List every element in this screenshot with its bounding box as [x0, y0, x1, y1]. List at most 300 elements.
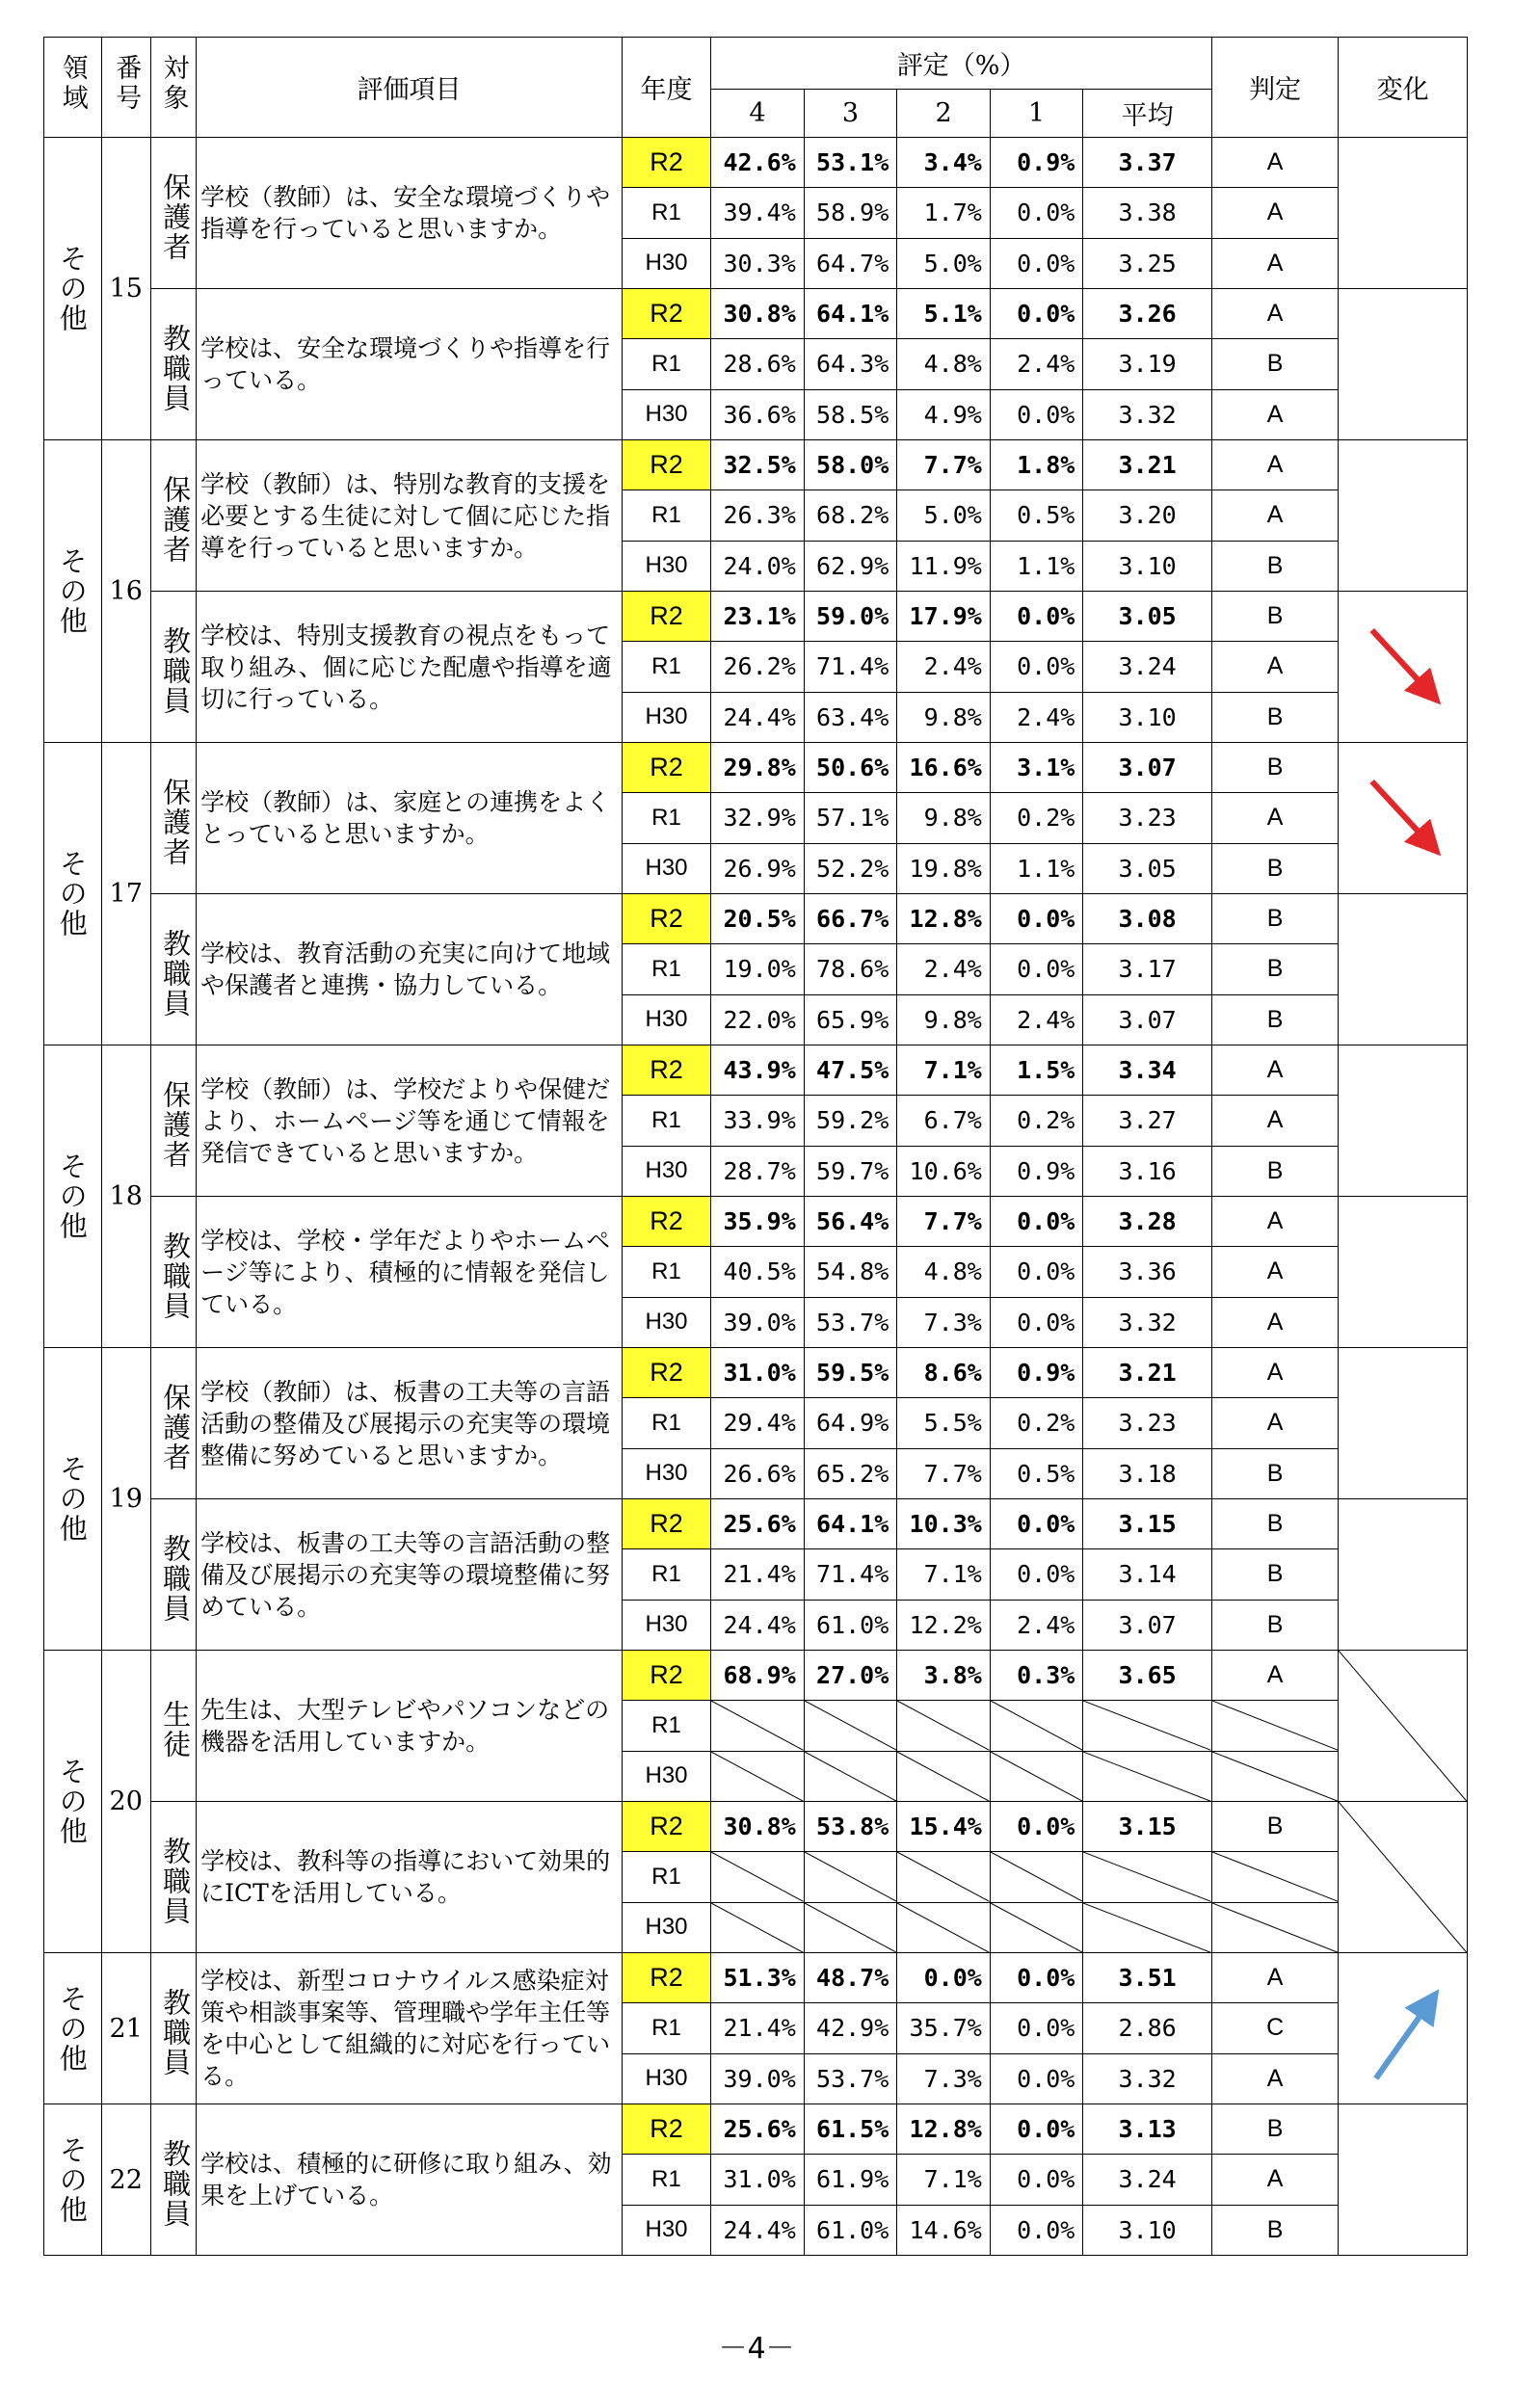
target-label: 保護者	[159, 1382, 193, 1472]
domain-cell	[44, 1348, 102, 1651]
target-label: 教職員	[159, 625, 193, 716]
average-score: 3.24	[1083, 2155, 1212, 2205]
rating-2-percent: 7.1%	[897, 2155, 991, 2205]
target-label: 保護者	[159, 777, 193, 867]
rating-1-percent: 0.0%	[990, 2003, 1083, 2053]
not-applicable-cell	[1211, 1902, 1338, 1952]
domain-cell	[44, 743, 102, 1045]
rating-4-percent: 68.9%	[711, 1651, 805, 1701]
year-cell: R1	[622, 2003, 710, 2053]
average-score: 3.51	[1083, 1953, 1212, 2003]
average-score: 3.16	[1083, 1146, 1212, 1196]
change-cell	[1339, 1499, 1468, 1651]
average-score: 3.14	[1083, 1549, 1212, 1600]
rating-4-percent: 29.4%	[711, 1398, 805, 1448]
rating-2-percent: 17.9%	[897, 592, 991, 642]
not-applicable-cell	[1211, 1852, 1338, 1902]
grade-cell: B	[1211, 2205, 1338, 2255]
rating-4-percent: 28.6%	[711, 339, 805, 389]
not-applicable-slash	[897, 1903, 990, 1952]
target-label: 教職員	[159, 2138, 193, 2229]
average-score: 3.26	[1083, 289, 1212, 339]
grade-cell: A	[1211, 1096, 1338, 1146]
rating-2-percent: 19.8%	[897, 843, 991, 893]
target-cell	[150, 1197, 196, 1348]
not-applicable-cell	[1083, 1751, 1212, 1801]
rating-1-percent: 0.0%	[990, 238, 1083, 288]
rating-2-percent: 4.8%	[897, 1247, 991, 1297]
domain-label: その他	[55, 1151, 89, 1241]
rating-1-percent: 0.0%	[990, 592, 1083, 642]
average-score: 3.27	[1083, 1096, 1212, 1146]
rating-3-percent: 50.6%	[804, 743, 897, 793]
not-applicable-cell	[711, 1751, 805, 1801]
rating-4-percent: 43.9%	[711, 1045, 805, 1096]
rating-2-percent: 5.5%	[897, 1398, 991, 1448]
year-cell: H30	[622, 843, 710, 893]
year-cell: H30	[622, 389, 710, 439]
rating-1-percent: 0.2%	[990, 793, 1083, 843]
evaluation-item-text: 学校は、積極的に研修に取り組み、効果を上げている。	[197, 2104, 623, 2256]
rating-2-percent: 9.8%	[897, 793, 991, 843]
not-applicable-slash-icon	[1339, 1651, 1467, 1801]
rating-4-percent: 30.3%	[711, 238, 805, 288]
rating-3-percent: 53.7%	[804, 1297, 897, 1347]
evaluation-item-text: 学校は、安全な環境づくりや指導を行っている。	[197, 289, 623, 440]
not-applicable-slash	[1083, 1852, 1211, 1901]
domain-label: その他	[55, 2134, 89, 2225]
not-applicable-cell	[1083, 1852, 1212, 1902]
table-row	[44, 1197, 1468, 1247]
rating-2-percent: 5.0%	[897, 490, 991, 541]
year-cell: R2	[622, 2104, 710, 2155]
evaluation-item-text: 学校（教師）は、板書の工夫等の言語活動の整備及び展掲示の充実等の環境整備に努めていると思いますか。	[197, 1348, 623, 1499]
not-applicable-slash	[897, 1852, 990, 1901]
year-cell: H30	[622, 2205, 710, 2255]
not-applicable-slash	[1212, 1701, 1338, 1750]
average-score: 3.15	[1083, 1802, 1212, 1852]
not-applicable-slash	[711, 1752, 804, 1801]
evaluation-item-text: 学校（教師）は、家庭との連携をよくとっていると思いますか。	[197, 743, 623, 894]
domain-label: その他	[55, 1757, 89, 1846]
rating-2-percent: 9.8%	[897, 994, 991, 1045]
rating-1-percent: 0.0%	[990, 2205, 1083, 2255]
rating-1-percent: 0.5%	[990, 1448, 1083, 1498]
rating-2-percent: 3.4%	[897, 138, 991, 188]
average-score: 3.07	[1083, 1600, 1212, 1650]
page-number: －4－	[718, 2332, 795, 2366]
domain-label: その他	[55, 244, 89, 333]
domain-cell	[44, 1045, 102, 1348]
rating-3-percent: 61.0%	[804, 2205, 897, 2255]
rating-2-percent: 12.8%	[897, 894, 991, 944]
decrease-arrow-icon	[1339, 743, 1467, 893]
not-applicable-slash	[991, 1701, 1083, 1750]
rating-2-percent: 14.6%	[897, 2205, 991, 2255]
evaluation-body	[44, 138, 1468, 2256]
target-cell	[150, 2104, 196, 2256]
average-score: 3.65	[1083, 1651, 1212, 1701]
target-cell	[150, 1499, 196, 1651]
not-applicable-cell	[804, 1902, 897, 1952]
grade-cell: A	[1211, 793, 1338, 843]
rating-3-percent: 64.9%	[804, 1398, 897, 1448]
rating-3-percent: 54.8%	[804, 1247, 897, 1297]
change-cell	[1339, 440, 1468, 592]
rating-1-percent: 0.0%	[990, 642, 1083, 692]
grade-cell: B	[1211, 944, 1338, 994]
average-score: 3.21	[1083, 440, 1212, 490]
change-cell	[1339, 1197, 1468, 1348]
header-rating-4: 4	[711, 90, 805, 138]
not-applicable-slash	[1212, 1852, 1338, 1901]
target-label: 保護者	[159, 172, 193, 262]
rating-1-percent: 3.1%	[990, 743, 1083, 793]
evaluation-item-text: 学校は、新型コロナウイルス感染症対策や相談事案等、管理職や学年主任等を中心として組織的に対応を行っている。	[197, 1953, 623, 2104]
rating-4-percent: 40.5%	[711, 1247, 805, 1297]
grade-cell: B	[1211, 1600, 1338, 1650]
rating-3-percent: 59.0%	[804, 592, 897, 642]
rating-2-percent: 7.7%	[897, 1448, 991, 1498]
rating-3-percent: 42.9%	[804, 2003, 897, 2053]
change-cell	[1339, 2104, 1468, 2256]
increase-arrow-icon	[1339, 1953, 1467, 2104]
rating-2-percent: 16.6%	[897, 743, 991, 793]
rating-3-percent: 59.5%	[804, 1348, 897, 1398]
rating-1-percent: 0.9%	[990, 1348, 1083, 1398]
rating-1-percent: 0.0%	[990, 1802, 1083, 1852]
header-average: 平均	[1083, 90, 1212, 138]
rating-4-percent: 19.0%	[711, 944, 805, 994]
rating-2-percent: 5.0%	[897, 238, 991, 288]
year-cell: R2	[622, 1045, 710, 1096]
average-score: 3.36	[1083, 1247, 1212, 1297]
rating-3-percent: 48.7%	[804, 1953, 897, 2003]
average-score: 3.32	[1083, 389, 1212, 439]
grade-cell: B	[1211, 743, 1338, 793]
rating-2-percent: 4.9%	[897, 389, 991, 439]
domain-label: その他	[55, 849, 89, 939]
target-cell	[150, 1651, 196, 1802]
target-label: 教職員	[159, 1836, 193, 1926]
rating-1-percent: 0.0%	[990, 1297, 1083, 1347]
rating-2-percent: 7.7%	[897, 440, 991, 490]
header-rating-2: 2	[897, 90, 991, 138]
average-score: 3.17	[1083, 944, 1212, 994]
grade-cell: B	[1211, 894, 1338, 944]
target-label: 教職員	[159, 1533, 193, 1624]
table-row	[44, 1348, 1468, 1398]
year-cell: R1	[622, 1549, 710, 1600]
year-cell: R1	[622, 1096, 710, 1146]
change-cell	[1339, 1802, 1468, 1953]
grade-cell: A	[1211, 1247, 1338, 1297]
year-cell: H30	[622, 994, 710, 1045]
rating-2-percent: 1.7%	[897, 188, 991, 238]
rating-2-percent: 12.8%	[897, 2104, 991, 2155]
rating-4-percent: 42.6%	[711, 138, 805, 188]
rating-1-percent: 0.3%	[990, 1651, 1083, 1701]
not-applicable-cell	[804, 1751, 897, 1801]
average-score: 3.10	[1083, 2205, 1212, 2255]
not-applicable-cell	[804, 1852, 897, 1902]
rating-3-percent: 47.5%	[804, 1045, 897, 1096]
rating-4-percent: 20.5%	[711, 894, 805, 944]
not-applicable-slash	[991, 1852, 1083, 1901]
table-row	[44, 2104, 1468, 2155]
table-row	[44, 1045, 1468, 1096]
rating-4-percent: 30.8%	[711, 1802, 805, 1852]
grade-cell: A	[1211, 238, 1338, 288]
rating-3-percent: 27.0%	[804, 1651, 897, 1701]
rating-4-percent: 28.7%	[711, 1146, 805, 1196]
target-cell	[150, 894, 196, 1045]
target-cell	[150, 1045, 196, 1197]
grade-cell: B	[1211, 339, 1338, 389]
grade-cell: A	[1211, 1398, 1338, 1448]
rating-3-percent: 62.9%	[804, 541, 897, 591]
table-row	[44, 592, 1468, 642]
rating-3-percent: 78.6%	[804, 944, 897, 994]
year-cell: R2	[622, 592, 710, 642]
year-cell: R2	[622, 1348, 710, 1398]
rating-2-percent: 9.8%	[897, 692, 991, 742]
target-cell	[150, 138, 196, 289]
year-cell: R1	[622, 490, 710, 541]
grade-cell: B	[1211, 541, 1338, 591]
rating-3-percent: 58.9%	[804, 188, 897, 238]
rating-4-percent: 33.9%	[711, 1096, 805, 1146]
domain-label: その他	[55, 1454, 89, 1544]
change-cell	[1339, 894, 1468, 1045]
rating-2-percent: 0.0%	[897, 1953, 991, 2003]
not-applicable-slash	[1339, 1651, 1467, 1801]
rating-4-percent: 39.4%	[711, 188, 805, 238]
year-cell: R2	[622, 1499, 710, 1549]
domain-cell	[44, 440, 102, 743]
decrease-arrow-line	[1372, 630, 1429, 692]
year-cell: R2	[622, 894, 710, 944]
grade-cell: A	[1211, 1348, 1338, 1398]
rating-4-percent: 25.6%	[711, 2104, 805, 2155]
rating-1-percent: 0.2%	[990, 1096, 1083, 1146]
grade-cell: B	[1211, 2104, 1338, 2155]
domain-cell	[44, 1651, 102, 1953]
rating-3-percent: 58.5%	[804, 389, 897, 439]
item-number: 15	[101, 138, 150, 440]
rating-2-percent: 35.7%	[897, 2003, 991, 2053]
average-score: 3.38	[1083, 188, 1212, 238]
not-applicable-cell	[1211, 1751, 1338, 1801]
average-score: 3.25	[1083, 238, 1212, 288]
rating-2-percent: 10.3%	[897, 1499, 991, 1549]
not-applicable-cell	[897, 1751, 991, 1801]
rating-4-percent: 32.5%	[711, 440, 805, 490]
not-applicable-cell	[711, 1701, 805, 1751]
grade-cell: B	[1211, 994, 1338, 1045]
not-applicable-cell	[897, 1701, 991, 1751]
grade-cell: A	[1211, 1197, 1338, 1247]
target-label: 教職員	[159, 928, 193, 1019]
rating-3-percent: 65.2%	[804, 1448, 897, 1498]
table-row	[44, 440, 1468, 490]
average-score: 2.86	[1083, 2003, 1212, 2053]
not-applicable-slash	[991, 1903, 1083, 1952]
not-applicable-slash	[1083, 1752, 1211, 1801]
year-cell: H30	[622, 1600, 710, 1650]
header-target: 対象	[150, 38, 196, 138]
year-cell: R1	[622, 1247, 710, 1297]
rating-1-percent: 2.4%	[990, 339, 1083, 389]
rating-1-percent: 0.0%	[990, 1549, 1083, 1600]
table-row	[44, 1802, 1468, 1852]
rating-1-percent: 1.5%	[990, 1045, 1083, 1096]
average-score: 3.13	[1083, 2104, 1212, 2155]
header-year: 年度	[622, 38, 710, 138]
rating-4-percent: 23.1%	[711, 592, 805, 642]
not-applicable-cell	[711, 1852, 805, 1902]
target-cell	[150, 440, 196, 592]
not-applicable-slash	[711, 1701, 804, 1750]
rating-1-percent: 0.0%	[990, 1953, 1083, 2003]
rating-4-percent: 30.8%	[711, 289, 805, 339]
year-cell: R1	[622, 2155, 710, 2205]
rating-3-percent: 71.4%	[804, 1549, 897, 1600]
rating-2-percent: 2.4%	[897, 944, 991, 994]
year-cell: R2	[622, 1197, 710, 1247]
rating-4-percent: 25.6%	[711, 1499, 805, 1549]
rating-2-percent: 3.8%	[897, 1651, 991, 1701]
rating-3-percent: 71.4%	[804, 642, 897, 692]
grade-cell: A	[1211, 289, 1338, 339]
rating-4-percent: 39.0%	[711, 2053, 805, 2104]
rating-2-percent: 6.7%	[897, 1096, 991, 1146]
rating-3-percent: 64.7%	[804, 238, 897, 288]
domain-cell	[44, 2104, 102, 2256]
domain-cell	[44, 1953, 102, 2104]
table-row	[44, 1953, 1468, 2003]
rating-3-percent: 63.4%	[804, 692, 897, 742]
year-cell: R2	[622, 289, 710, 339]
not-applicable-slash	[1083, 1903, 1211, 1952]
grade-cell: A	[1211, 490, 1338, 541]
rating-4-percent: 22.0%	[711, 994, 805, 1045]
rating-3-percent: 64.1%	[804, 289, 897, 339]
rating-1-percent: 2.4%	[990, 1600, 1083, 1650]
rating-3-percent: 57.1%	[804, 793, 897, 843]
rating-1-percent: 0.0%	[990, 289, 1083, 339]
table-row	[44, 894, 1468, 944]
average-score: 3.34	[1083, 1045, 1212, 1096]
average-score: 3.07	[1083, 743, 1212, 793]
rating-1-percent: 0.0%	[990, 944, 1083, 994]
rating-1-percent: 0.9%	[990, 138, 1083, 188]
rating-1-percent: 1.1%	[990, 541, 1083, 591]
grade-cell: A	[1211, 440, 1338, 490]
target-cell	[150, 743, 196, 894]
rating-2-percent: 7.3%	[897, 1297, 991, 1347]
item-number: 16	[101, 440, 150, 743]
average-score: 3.24	[1083, 642, 1212, 692]
year-cell: R1	[622, 944, 710, 994]
year-cell: H30	[622, 238, 710, 288]
change-cell	[1339, 1045, 1468, 1197]
year-cell: R1	[622, 1852, 710, 1902]
evaluation-item-text: 先生は、大型テレビやパソコンなどの機器を活用していますか。	[197, 1651, 623, 1802]
grade-cell: A	[1211, 1297, 1338, 1347]
not-applicable-slash	[897, 1752, 990, 1801]
rating-3-percent: 66.7%	[804, 894, 897, 944]
rating-2-percent: 5.1%	[897, 289, 991, 339]
average-score: 3.05	[1083, 843, 1212, 893]
rating-1-percent: 0.5%	[990, 490, 1083, 541]
header-grade: 判定	[1211, 38, 1338, 138]
item-number: 21	[101, 1953, 150, 2104]
change-cell	[1339, 1953, 1468, 2104]
item-number: 19	[101, 1348, 150, 1651]
change-cell	[1339, 743, 1468, 894]
rating-1-percent: 1.8%	[990, 440, 1083, 490]
rating-2-percent: 15.4%	[897, 1802, 991, 1852]
header-rating-3: 3	[804, 90, 897, 138]
rating-1-percent: 0.0%	[990, 188, 1083, 238]
rating-1-percent: 2.4%	[990, 692, 1083, 742]
rating-4-percent: 31.0%	[711, 1348, 805, 1398]
target-label: 教職員	[159, 1987, 193, 2077]
not-applicable-slash	[805, 1852, 897, 1901]
header-rating-1: 1	[990, 90, 1083, 138]
rating-1-percent: 2.4%	[990, 994, 1083, 1045]
not-applicable-slash	[991, 1752, 1083, 1801]
grade-cell: B	[1211, 592, 1338, 642]
rating-2-percent: 12.2%	[897, 1600, 991, 1650]
year-cell: H30	[622, 1751, 710, 1801]
year-cell: R2	[622, 1802, 710, 1852]
not-applicable-slash	[897, 1701, 990, 1750]
year-cell: H30	[622, 1146, 710, 1196]
average-score: 3.23	[1083, 1398, 1212, 1448]
table-row	[44, 138, 1468, 188]
grade-cell: B	[1211, 1448, 1338, 1498]
rating-4-percent: 24.4%	[711, 2205, 805, 2255]
decrease-arrow-line	[1372, 781, 1429, 843]
rating-4-percent: 51.3%	[711, 1953, 805, 2003]
evaluation-table	[43, 37, 1468, 2256]
decrease-arrow-icon	[1339, 592, 1467, 742]
change-cell	[1339, 289, 1468, 440]
target-label: 教職員	[159, 1230, 193, 1321]
rating-3-percent: 59.2%	[804, 1096, 897, 1146]
not-applicable-cell	[990, 1751, 1083, 1801]
header-domain: 領域	[44, 38, 102, 138]
year-cell: H30	[622, 1448, 710, 1498]
grade-cell: A	[1211, 1651, 1338, 1701]
target-label: 保護者	[159, 1079, 193, 1170]
rating-4-percent: 29.8%	[711, 743, 805, 793]
rating-3-percent: 58.0%	[804, 440, 897, 490]
evaluation-item-text: 学校は、教育活動の充実に向けて地域や保護者と連携・協力している。	[197, 894, 623, 1045]
rating-4-percent: 26.6%	[711, 1448, 805, 1498]
year-cell: H30	[622, 692, 710, 742]
target-cell	[150, 592, 196, 743]
grade-cell: A	[1211, 188, 1338, 238]
average-score: 3.19	[1083, 339, 1212, 389]
year-cell: R2	[622, 743, 710, 793]
rating-1-percent: 0.0%	[990, 1499, 1083, 1549]
not-applicable-cell	[1083, 1701, 1212, 1751]
rating-1-percent: 0.9%	[990, 1146, 1083, 1196]
item-number: 18	[101, 1045, 150, 1348]
